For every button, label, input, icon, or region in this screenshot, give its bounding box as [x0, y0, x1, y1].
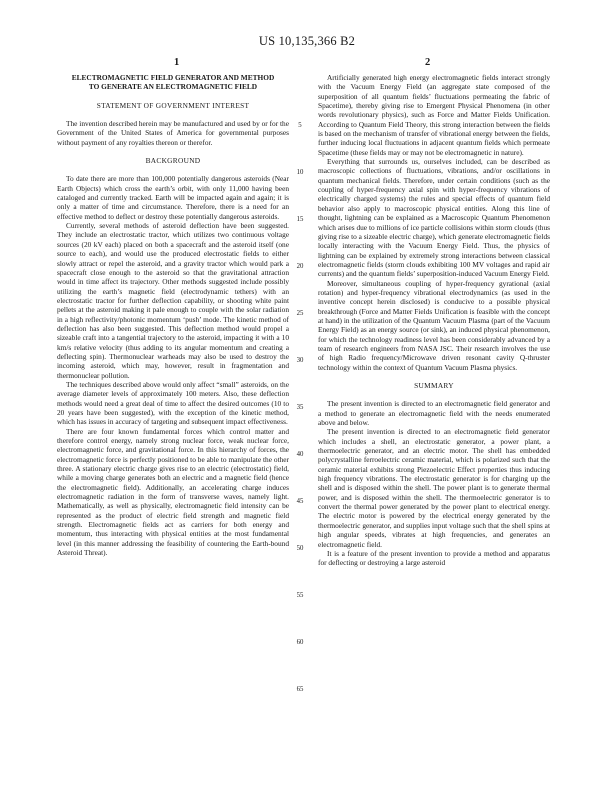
summary-heading: SUMMARY	[414, 381, 454, 390]
line-number: 10	[296, 169, 304, 176]
line-number: 55	[296, 592, 304, 599]
right-column	[318, 73, 550, 568]
right-column-number: 2	[425, 57, 431, 68]
line-number: 30	[296, 357, 304, 364]
gov-interest-heading: STATEMENT OF GOVERNMENT INTEREST	[96, 100, 250, 110]
background-paragraph-4: There are four known fundamental forces which control matter and therefore control energy, namely strong nuclear force, weak nuclear force, electromagnetic force, and gravitational force. In this hierarchy of forces, the electromagnetic force is perfectly positioned to be able to manipulate the other three. A stationary electric charge gives rise to an electric (electrostatic) field, while a moving charge generates both an electric and a magnetic field (hence the electromagnetic field). Additionally, an accelerating charge induces electromagnetic radiation in the form of transverse waves, namely light. Mathematically, as well as physically, electromagnetic field intensity can be represented as the product of electric field strength and magnetic field strength. Electromagnetic fields act as carriers for both energy and momentum, thus interacting with physical entities at the most fundamental level (in this manner addressing the feasibility of countering the Earth-bound Asteroid Threat).	[57, 426, 289, 558]
background-heading: BACKGROUND	[145, 156, 201, 166]
background-paragraph-3: The techniques described above would only affect “small” asteroids, on the average diameter levels of approximately 100 meters. Also, these deflection methods would need a great deal of time to affect the desired outcomes (10 to 20 years have been suggested), with the exception of the kinetic method, which has issues in accuracy of targeting and subsequent impact effectiveness.	[57, 379, 289, 427]
left-column-number: 1	[174, 57, 180, 68]
summary-paragraph-3: It is a feature of the present invention to provide a method and apparatus for deflecting or destroying a large asteroid	[318, 548, 550, 568]
patent-number: US 10,135,366 B2	[258, 34, 356, 48]
line-number: 50	[296, 545, 304, 552]
gov-interest-paragraph: The invention described herein may be manufactured and used by or for the Government of the United States of America for governmental purposes without payment of any royalties thereon or therefor.	[57, 119, 289, 147]
background-paragraph-1: To date there are more than 100,000 potentially dangerous asteroids (Near Earth Objects) which cross the earth’s orbit, with only 11,000 having been cataloged and currently tracked. Earth will be impacted again and again; it is only a matter of time and circumstance. Therefore, there is a need for an effective method to deflect or destroy these potentially dangerous asteroids.	[57, 174, 289, 221]
line-number: 5	[298, 122, 302, 129]
left-column	[57, 73, 289, 558]
line-number: 40	[296, 451, 304, 458]
background-paragraph-2: Currently, several methods of asteroid deflection have been suggested. They include an electrostatic tractor, which utilizes two continuous voltage sources (20 kV each) placed on both a spacecraft and the asteroid itself (one source to each), and would use the produced electrostatic fields to either slowly attract or repel the asteroid, and a gravity tractor which would park a spacecraft close enough to the asteroid so that the gravitational attraction would in time affect its trajectory. Other methods suggested include possibly utilizing the earth’s magnetic field (electrodynamic tethers) with an electrostatic tractor for further deflection capability, or shooting white paint pellets at the asteroid making it pale enough to couple with the solar radiation in a high reflectivity/photonic momentum ‘push’ mode. The kinetic method of deflection has also been suggested. This deflection method would propel a sizeable craft into a tangential trajectory to the asteroid, impacting it with a 10 km/s relative velocity (thus adding to its angular momentum and creating a deflecting spin). Thermonuclear warheads may also be used to destroy the incoming asteroid, which may, however, result in fragmentation and thermonuclear pollution.	[57, 221, 289, 380]
summary-paragraph-1: The present invention is directed to an electromagnetic field generator and a method to generate an electromagnetic field with the needs enumerated above and below.	[318, 399, 550, 428]
right-paragraph-3: Moreover, simultaneous coupling of hyper-frequency gyrational (axial rotation) and hyper-frequency vibrational electrodynamics (as used in the inventive concept herein disclosed) is conducive to a possible physical breakthrough (Force and Matter Fields Unification is feasible with the concept at hand) in the utilization of the Quantum Vacuum Plasma (part of the Vacuum Energy Field) as an energy source (or sink), an induced physical phenomenon, for which the technology readiness level has been considerably advanced by a team of research engineers from NASA JSC. Their research involves the use of high Radio frequency/Microwave driven resonant cavity Q-thruster technology within the context of Quantum Vacuum Plasma physics.	[318, 278, 550, 372]
summary-paragraph-2: The present invention is directed to an electromagnetic field generator which includes a shell, an electrostatic generator, a power plant, a thermoelectric generator, and an electric motor. The shell has embedded polycrystalline ferroelectric ceramic material, which is polarized such that the ceramic material exhibits strong Piezoelectric Effect properties thus inducing high frequency vibrations. The electrostatic generator is for charging up the shell and is disposed within the shell. The power plant is to generate thermal power, and is disposed within the shell. The thermoelectric generator is to convert the thermal power generated by the power plant to electrical energy. The electric motor is powered by the electrical energy generated by the thermoelectric generator, and supplies input voltage such that the shell spins at high angular speeds, vibrates at high frequencies, and generates an electromagnetic field.	[318, 427, 550, 549]
line-number: 45	[296, 498, 304, 505]
line-number: 20	[296, 263, 304, 270]
line-number: 65	[296, 686, 304, 693]
line-number: 35	[296, 404, 304, 411]
document-title: ELECTROMAGNETIC FIELD GENERATOR AND METHOD TO GENERATE AN ELECTROMAGNETIC FIELD	[71, 73, 275, 92]
line-number: 25	[296, 310, 304, 317]
right-paragraph-1: Artificially generated high energy electromagnetic fields interact strongly with the Vacuum Energy Field (an aggregate state composed of the superposition of all quantum fields’ fluctuations permeating the fabric of Spacetime), thereby giving rise to Emergent Physical Phenomena (in other words revolutionary physics), such as Force and Matter Fields Unification. According to Quantum Field Theory, this strong interaction between the fields is based on the mechanism of transfer of vibrational energy between the fields, further inducing local fluctuations in adjacent quantum fields which permeate Spacetime (these fields may or may not be electromagnetic in nature).	[318, 73, 550, 157]
line-number: 15	[296, 216, 304, 223]
line-number: 60	[296, 639, 304, 646]
right-paragraph-2: Everything that surrounds us, ourselves included, can be described as macroscopic collections of fluctuations, vibrations, and/or oscillations in quantum mechanical fields. Therefore, under certain conditions (such as the coupling of hyper-frequency axial spin with hyper-frequency vibrations of electrically charged systems) the rules and special effects of quantum field behavior also apply to macroscopic physical entities. Along this line of thought, lightning can be explained as a Macroscopic Quantum Phenomenon which arises due to millions of ice particle collisions within storm clouds (thus giving rise to a sizeable electric charge), which generate electromagnetic fields locally interacting with the Vacuum Energy Field. Thus, the physics of lightning can be explained by extremely strong interactions between classical electromagnetic fields (storm clouds exhibiting 100 MV voltages and rapid air currents) and the quantum fields’ superposition-induced Vacuum Energy Field.	[318, 157, 550, 279]
